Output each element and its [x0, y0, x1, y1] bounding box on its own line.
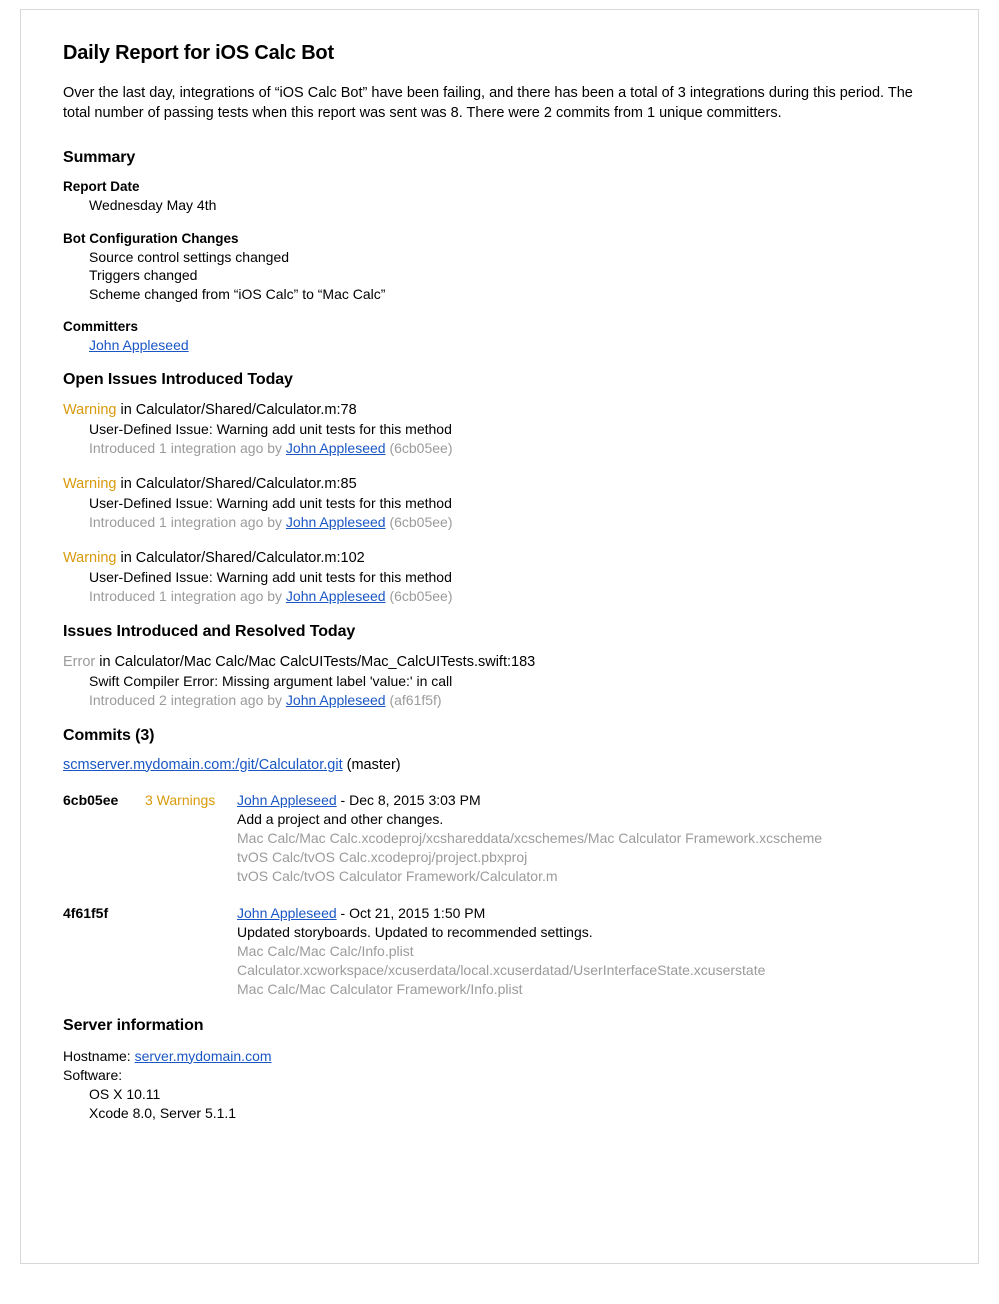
issue-severity: Warning	[63, 549, 117, 566]
commit-body	[237, 904, 938, 999]
issue-location: in Calculator/Shared/Calculator.m:102	[116, 549, 365, 566]
issue-detail: User-Defined Issue: Warning add unit tests for this method	[89, 494, 452, 511]
commit-file: tvOS Calc/tvOS Calculator Framework/Calculator.m	[237, 867, 558, 884]
issue-meta-suffix: (af61f5f)	[385, 691, 442, 708]
server-software-label: Software:	[63, 1066, 123, 1083]
issue-severity: Warning	[63, 475, 117, 492]
issue-severity: Warning	[63, 401, 117, 418]
issue-author-link[interactable]: John Appleseed	[285, 513, 386, 530]
issue-meta-prefix: Introduced 1 integration ago by	[89, 439, 286, 456]
commit-hash: 4f61f5f	[63, 904, 109, 921]
repository-branch: (master)	[342, 756, 401, 773]
issue-meta-prefix: Introduced 1 integration ago by	[89, 587, 286, 604]
commit-warning-count	[145, 904, 237, 999]
server-software-item: OS X 10.11	[89, 1085, 161, 1102]
repository-line	[63, 757, 938, 773]
server-software-item: Xcode 8.0, Server 5.1.1	[89, 1104, 237, 1121]
commit-author-line	[237, 904, 938, 923]
bot-config-label: Bot Configuration Changes	[63, 230, 239, 246]
issue-meta	[89, 439, 938, 458]
issue-author-link[interactable]: John Appleseed	[285, 439, 386, 456]
issue-author-link[interactable]: John Appleseed	[285, 587, 386, 604]
commit-row	[63, 904, 938, 999]
issue-meta-prefix: Introduced 2 integration ago by	[89, 691, 286, 708]
commit-file: tvOS Calc/tvOS Calc.xcodeproj/project.pbxproj	[237, 848, 528, 865]
report-date-block	[63, 179, 938, 215]
issue-meta	[89, 513, 938, 532]
commit-date: - Dec 8, 2015 3:03 PM	[336, 791, 481, 808]
bot-config-block	[63, 231, 938, 304]
committers-block	[63, 319, 938, 355]
commit-file: Mac Calc/Mac Calc/Info.plist	[237, 942, 414, 959]
issue-author-link[interactable]: John Appleseed	[285, 691, 386, 708]
summary-heading: Summary	[63, 149, 136, 166]
issue-detail: User-Defined Issue: Warning add unit tests for this method	[89, 568, 452, 585]
report-date-value: Wednesday May 4th	[89, 197, 217, 213]
issue-meta-suffix: (6cb05ee)	[385, 587, 453, 604]
server-hostname-line	[63, 1047, 938, 1066]
commit-author-link[interactable]: John Appleseed	[237, 791, 337, 808]
commit-warning-count: 3 Warnings	[145, 791, 216, 808]
server-hostname-label: Hostname:	[63, 1047, 135, 1064]
issue-location: in Calculator/Shared/Calculator.m:85	[116, 475, 357, 492]
commit-hash: 6cb05ee	[63, 791, 119, 808]
issue-head	[63, 401, 938, 420]
issue-head	[63, 549, 938, 568]
issue-meta-suffix: (6cb05ee)	[385, 439, 453, 456]
issue-severity: Error	[63, 653, 96, 670]
commit-body	[237, 791, 938, 886]
issue-meta	[89, 587, 938, 606]
bot-config-change: Scheme changed from “iOS Calc” to “Mac Calc”	[89, 285, 386, 302]
resolved-issues-heading: Issues Introduced and Resolved Today	[63, 622, 356, 640]
issue-detail: Swift Compiler Error: Missing argument label 'value:' in call	[89, 672, 453, 689]
commit-date: - Oct 21, 2015 1:50 PM	[336, 904, 486, 921]
issue-meta-prefix: Introduced 1 integration ago by	[89, 513, 286, 530]
open-issues-heading: Open Issues Introduced Today	[63, 370, 293, 388]
committers-label: Committers	[63, 319, 139, 334]
issue-item	[63, 475, 938, 532]
report-intro: Over the last day, integrations of “iOS Calc Bot” have been failing, and there has been a total of 3 integrations during this period. The total number of passing tests when this report was sent was 8. There were 2 commits from 1 unique committers.	[63, 85, 913, 121]
issue-item	[63, 653, 938, 710]
commit-author-link[interactable]: John Appleseed	[237, 904, 337, 921]
commits-heading: Commits (3)	[63, 726, 155, 744]
issue-meta-suffix: (6cb05ee)	[385, 513, 453, 530]
bot-config-change: Triggers changed	[89, 267, 198, 283]
page-title: Daily Report for iOS Calc Bot	[63, 42, 334, 64]
issue-head	[63, 653, 938, 672]
issue-detail: User-Defined Issue: Warning add unit tests for this method	[89, 420, 452, 437]
report-date-label: Report Date	[63, 179, 140, 194]
commit-file: Mac Calc/Mac Calc.xcodeproj/xcshareddata/xcschemes/Mac Calculator Framework.xcscheme	[237, 829, 823, 846]
issue-location: in Calculator/Mac Calc/Mac CalcUITests/Mac_CalcUITests.swift:183	[95, 653, 536, 670]
issue-item	[63, 549, 938, 606]
commit-file: Mac Calc/Mac Calculator Framework/Info.plist	[237, 980, 523, 997]
commit-message: Add a project and other changes.	[237, 810, 444, 827]
issue-meta	[89, 691, 938, 710]
commit-file: Calculator.xcworkspace/xcuserdata/local.xcuserdatad/UserInterfaceState.xcuserstate	[237, 961, 766, 978]
commit-author-line	[237, 791, 938, 810]
commit-message: Updated storyboards. Updated to recommended settings.	[237, 923, 593, 940]
commit-row	[63, 791, 938, 886]
committer-link[interactable]: John Appleseed	[89, 337, 189, 353]
issue-item	[63, 401, 938, 458]
bot-config-change: Source control settings changed	[89, 248, 290, 265]
server-info-heading: Server information	[63, 1016, 204, 1034]
report-page	[20, 9, 979, 1264]
issue-location: in Calculator/Shared/Calculator.m:78	[116, 401, 357, 418]
committer-item	[89, 336, 938, 355]
server-hostname-link[interactable]: server.mydomain.com	[134, 1047, 272, 1064]
repository-link[interactable]: scmserver.mydomain.com:/git/Calculator.git	[63, 756, 343, 773]
issue-head	[63, 475, 938, 494]
